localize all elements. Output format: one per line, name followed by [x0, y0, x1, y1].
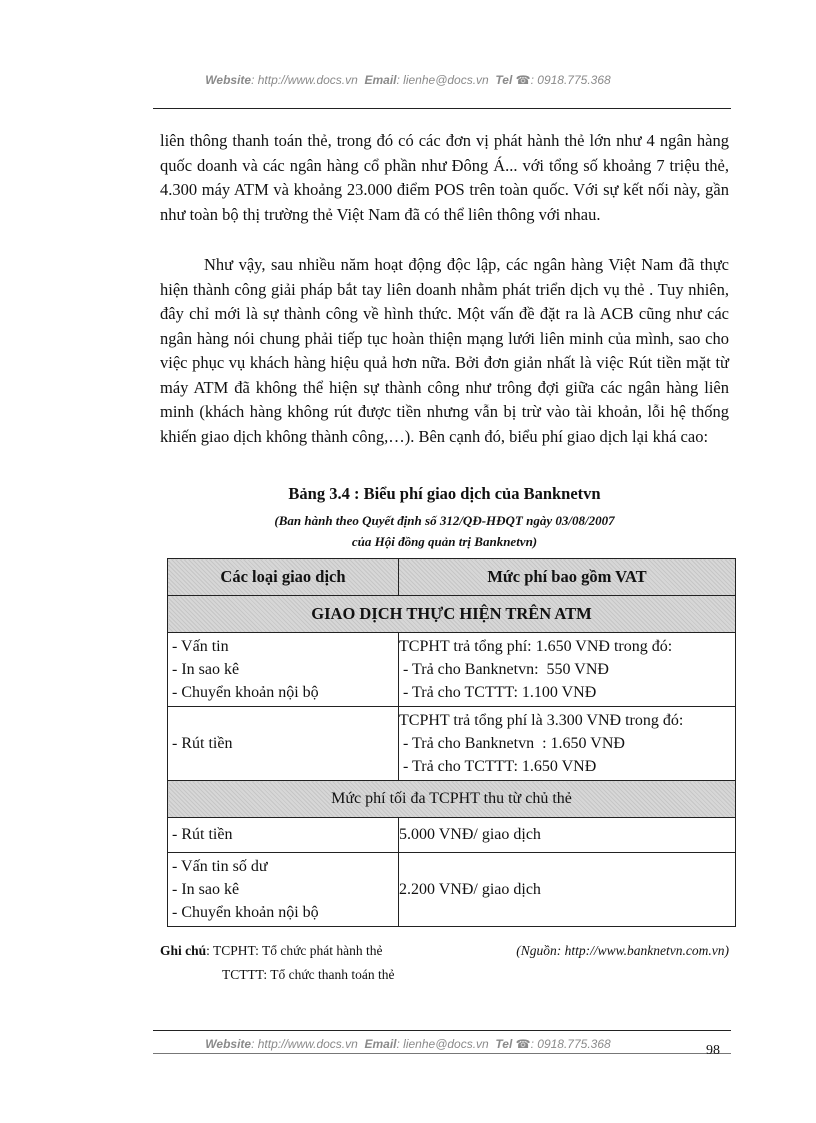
website-url[interactable]: : http://www.docs.vn	[251, 73, 358, 87]
cell-line: - Trả cho Banknetvn : 1.650 VNĐ	[399, 735, 625, 752]
footer-rule	[153, 1030, 731, 1031]
cell-line: TCPHT trả tổng phí là 3.300 VNĐ trong đó:	[399, 712, 684, 729]
table-subtitle-line2: của Hội đồng quản trị Banknetvn)	[351, 534, 538, 549]
table-row	[168, 853, 736, 927]
table-section-row	[168, 781, 736, 818]
footer-rule-2	[153, 1053, 731, 1054]
cell-line: - Chuyển khoản nội bộ	[172, 684, 319, 701]
table-title: Bảng 3.4 : Biểu phí giao dịch của Banknetvn	[288, 484, 601, 503]
table-cell: 2.200 VNĐ/ giao dịch	[399, 853, 736, 927]
note-label: Ghi chú	[160, 943, 207, 958]
col1-header: Các loại giao dịch	[168, 559, 399, 596]
table-cell	[399, 633, 736, 707]
paragraph-2: Như vậy, sau nhiều năm hoạt động độc lập, các ngân hàng Việt Nam đã thực hiện thành công giải pháp bắt tay liên doanh nhằm phát triển dịch vụ thẻ . Tuy nhiên, đây chỉ mới là sự thành công về hình thức. Một vấn đề đặt ra là ACB cũng như các ngân hàng nói chung phải tiếp tục hoàn thiện mạng lưới liên minh của mình, sao cho việc phục vụ khách hàng hiệu quả hơn nữa. Bởi đơn giản nhất là việc Rút tiền mặt từ máy ATM đã không thể hiện sự thành công như trông đợi giữa các ngân hàng liên minh (khách hàng không rút được tiền nhưng vẫn bị trừ vào tài khoản, lỗi hệ thống khiến giao dịch không thành công,…). Bên cạnh đó, biểu phí giao dịch lại khá cao:	[160, 255, 729, 446]
table-section-row	[168, 596, 736, 633]
tel-number: : 0918.775.368	[530, 73, 611, 87]
table-cell: - Rút tiền	[168, 707, 399, 781]
section-atm: GIAO DỊCH THỰC HIỆN TRÊN ATM	[168, 596, 736, 633]
table-row	[168, 818, 736, 853]
table-source: (Nguồn: http://www.banknetvn.com.vn)	[516, 943, 729, 958]
table-header-row	[168, 559, 736, 596]
table-row	[168, 707, 736, 781]
section-max-fee: Mức phí tối đa TCPHT thu từ chủ thẻ	[168, 781, 736, 818]
cell-line: - Chuyển khoản nội bộ	[172, 904, 319, 921]
tel-label: Tel	[495, 1037, 513, 1051]
table-cell: - Rút tiền	[168, 818, 399, 853]
header-rule	[153, 108, 731, 109]
website-label: Website	[205, 73, 252, 87]
tel-number: : 0918.775.368	[530, 1037, 611, 1051]
website-url[interactable]: : http://www.docs.vn	[251, 1037, 358, 1051]
tel-label: Tel	[495, 73, 513, 87]
table-subtitle	[200, 509, 689, 551]
table-cell: 5.000 VNĐ/ giao dịch	[399, 818, 736, 853]
page-number: 98	[706, 1043, 720, 1058]
email-label: Email	[364, 73, 397, 87]
col2-header: Mức phí bao gồm VAT	[399, 559, 736, 596]
cell-line: - In sao kê	[172, 661, 240, 678]
table-cell	[399, 707, 736, 781]
table-subtitle-line1: (Ban hành theo Quyết định số 312/QĐ-HĐQT ngày 03/08/2007	[274, 513, 615, 528]
table-row	[168, 633, 736, 707]
cell-line: - Vấn tin	[172, 638, 229, 655]
email-address[interactable]: : lienhe@docs.vn	[396, 73, 489, 87]
fee-table	[167, 558, 736, 927]
table-cell	[168, 633, 399, 707]
cell-line: - Trả cho TCTTT: 1.100 VNĐ	[399, 684, 597, 701]
cell-line: - Trả cho TCTTT: 1.650 VNĐ	[399, 758, 597, 775]
cell-line: - Trả cho Banknetvn: 550 VNĐ	[399, 661, 609, 678]
table-cell	[168, 853, 399, 927]
note-line1: : TCPHT: Tổ chức phát hành thẻ	[206, 943, 383, 958]
cell-line: - In sao kê	[172, 881, 240, 898]
table-note	[160, 943, 383, 959]
email-address[interactable]: : lienhe@docs.vn	[396, 1037, 489, 1051]
phone-icon: ☎	[515, 73, 531, 87]
phone-icon: ☎	[515, 1037, 531, 1051]
cell-line: - Vấn tin số dư	[172, 858, 268, 875]
page-footer	[0, 1037, 816, 1051]
page-header	[0, 73, 816, 87]
website-label: Website	[205, 1037, 252, 1051]
note-line2: TCTTT: Tổ chức thanh toán thẻ	[222, 967, 395, 982]
paragraph-1: liên thông thanh toán thẻ, trong đó có các đơn vị phát hành thẻ lớn như 4 ngân hàng quốc doanh và các ngân hàng cổ phần như Đông Á... với tổng số khoảng 7 triệu thẻ, 4.300 máy ATM và khoảng 23.000 điểm POS trên toàn quốc. Với sự kết nối này, gần như toàn bộ thị trường thẻ Việt Nam đã có thể liên thông với nhau.	[160, 131, 729, 224]
email-label: Email	[364, 1037, 397, 1051]
cell-line: TCPHT trả tổng phí: 1.650 VNĐ trong đó:	[399, 638, 673, 655]
